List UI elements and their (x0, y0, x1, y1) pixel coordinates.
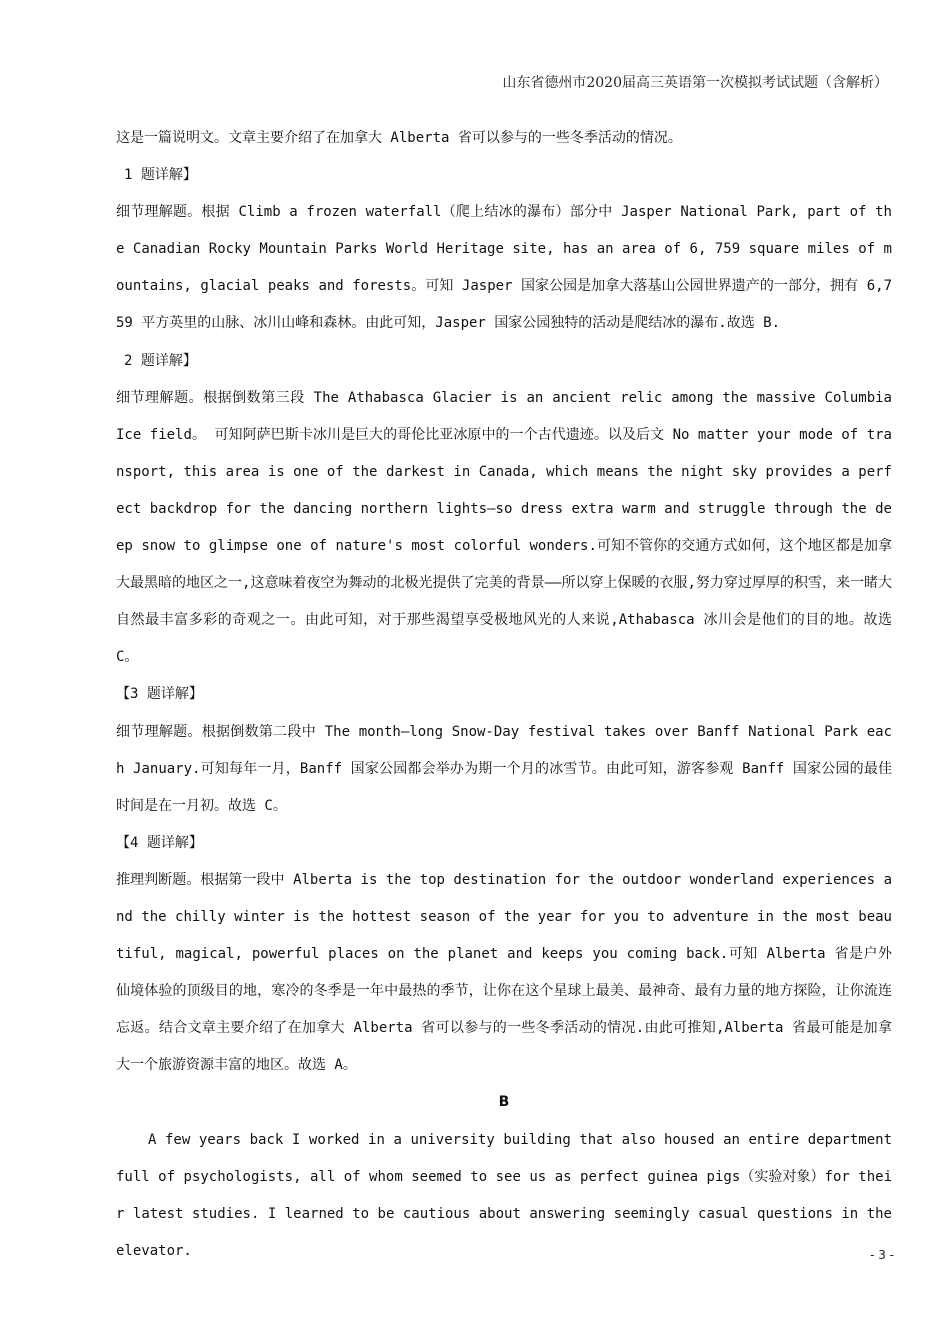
document-body (116, 120, 892, 1270)
question-3-heading: 【3 题详解】 (116, 686, 203, 703)
question-1-explanation: 细节理解题。根据 Climb a frozen waterfall（爬上结冰的瀑布）部分中 Jasper National Park, part of the Canadian Rocky Mountain Parks World Heritage site, has an area of 6, 759 square miles of mountains, glacial peaks and forests。可知 Jasper 国家公园是加拿大落基山公园世界遗产的一部分，拥有 6,759 平方英里的山脉、冰川山峰和森林。由此可知，Jasper 国家公园独特的活动是爬结冰的瀑布.故选 B. (116, 204, 892, 332)
question-1-heading: 1 题详解】 (124, 167, 197, 184)
page-number: - 3 - (870, 1248, 894, 1262)
section-b-title: B (498, 1094, 510, 1111)
question-4-heading: 【4 题详解】 (116, 834, 203, 851)
question-2-explanation: 细节理解题。根据倒数第三段 The Athabasca Glacier is an ancient relic among the massive Columbia Ice field。 可知阿萨巴斯卡冰川是巨大的哥伦比亚冰原中的一个古代遗迹。以及后文 No matter your mode of transport, this area is one of the darkest in Canada, which means the night sky provides a perfect backdrop for the dancing northern lights—so dress extra warm and struggle through the deep snow to glimpse one of nature's most colorful wonders.可知不管你的交通方式如何，这个地区都是加拿大最黑暗的地区之一,这意味着夜空为舞动的北极光提供了完美的背景——所以穿上保暖的衣服,努力穿过厚厚的积雪，来一睹大自然最丰富多彩的奇观之一。由此可知，对于那些渴望享受极地风光的人来说,Athabasca 冰川会是他们的目的地。故选 C。 (116, 389, 892, 666)
page-header: 山东省德州市2020届高三英语第一次模拟考试试题（含解析） (502, 75, 888, 91)
passage-summary: 这是一篇说明文。文章主要介绍了在加拿大 Alberta 省可以参与的一些冬季活动的情况。 (116, 130, 682, 146)
question-2-heading: 2 题详解】 (124, 352, 197, 369)
question-4-explanation: 推理判断题。根据第一段中 Alberta is the top destination for the outdoor wonderland experiences and the chilly winter is the hottest season of the year for you to adventure in the most beautiful, magical, powerful places on the planet and keeps you coming back.可知 Alberta 省是户外仙境体验的顶级目的地，寒冷的冬季是一年中最热的季节，让你在这个星球上最美、最神奇、最有力量的地方探险，让你流连忘返。结合文章主要介绍了在加拿大 Alberta 省可以参与的一些冬季活动的情况.由此可推知,Alberta 省最可能是加拿大一个旅游资源丰富的地区。故选 A。 (116, 871, 892, 1074)
section-b-paragraph: A few years back I worked in a university building that also housed an entire department full of psychologists, all of whom seemed to see us as perfect guinea pigs（实验对象）for their latest studies. I learned to be cautious about answering seemingly casual questions in the elevator. (116, 1131, 892, 1259)
question-3-explanation: 细节理解题。根据倒数第二段中 The month—long Snow-Day festival takes over Banff National Park each January.可知每年一月，Banff 国家公园都会举办为期一个月的冰雪节。由此可知，游客参观 Banff 国家公园的最佳时间是在一月初。故选 C。 (116, 723, 892, 814)
